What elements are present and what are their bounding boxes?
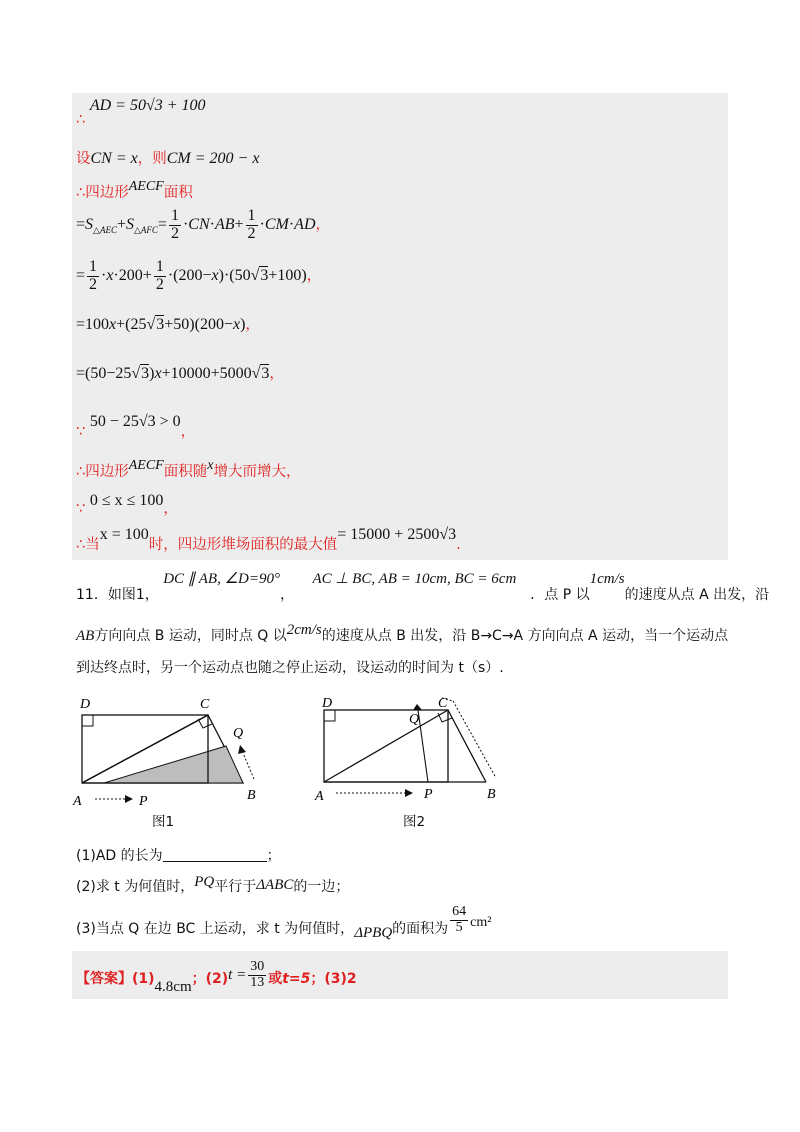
answer-sep-1: ；(2) — [191, 971, 229, 988]
q-text-b: 的速度从点 B 出发，沿 B→C→A 方向向点 A 运动，当一个运动点 — [321, 628, 729, 644]
solution-line-8 — [76, 410, 196, 440]
q-text-a: 方向向点 B 运动，同时点 Q 以 — [94, 628, 287, 644]
increases-word: 增大而增大， — [213, 464, 301, 480]
max-area-value: = 15000 + 2500√3 — [337, 526, 457, 543]
comma: ， — [315, 216, 330, 233]
part-2 — [76, 876, 349, 896]
condition-1: DC ∥ AB, ∠D=90° — [163, 571, 280, 587]
label-p-fig2: P — [424, 787, 433, 802]
comma: ， — [269, 366, 284, 382]
set-word: 设 — [76, 151, 91, 167]
answer-denominator: 13 — [250, 974, 265, 990]
condition-2: AC ⊥ BC, AB = 10cm, BC = 6cm — [312, 571, 517, 587]
question-number: 11．如图1， — [76, 587, 159, 603]
part-1-text: (1)AD 的长为 — [76, 848, 163, 864]
then-word: ，则 — [137, 151, 167, 167]
solution-line-6 — [76, 313, 260, 334]
figure-2-caption: 图2 — [403, 814, 426, 830]
answer-t5: t=5 — [282, 971, 311, 988]
cn-expression: CN = x — [90, 150, 138, 167]
because-symbol: ∵ — [76, 501, 86, 517]
ad-expression: AD = 50√3 + 100 — [89, 97, 206, 114]
comma: ， — [163, 501, 178, 517]
area-fraction — [450, 905, 468, 935]
expanded-formula: =100x+(25√3+50)(200−x) — [76, 316, 246, 333]
answer-t-eq: t = — [228, 967, 247, 984]
because-symbol: ∵ — [76, 424, 86, 440]
period: . — [456, 537, 461, 553]
area-unit: cm² — [470, 915, 492, 930]
label-c-fig1: C — [200, 697, 210, 712]
answer-numerator: 30 — [250, 959, 265, 974]
label-q-fig1: Q — [233, 726, 244, 741]
solution-line-1 — [76, 97, 206, 128]
triangle-abc: ΔABC — [256, 877, 294, 893]
variable-x: x — [207, 458, 214, 473]
quad-name: AECF — [128, 179, 164, 194]
comma: ， — [180, 424, 196, 440]
when-word: ∴当 — [76, 537, 100, 553]
fraction-denominator: 5 — [455, 919, 463, 935]
therefore-symbol: ∴ — [76, 112, 86, 128]
part-2-text: (2)求 t 为何值时， — [76, 879, 195, 895]
label-p-fig1: P — [139, 794, 148, 809]
area-word: 面积 — [163, 185, 193, 201]
speed-q: 2cm/s — [286, 622, 322, 638]
substitution-formula: = $\frac{1}{2}$ ·x·200+ $\frac{1}{2}$ ·(200−x)·(50√3+100) — [76, 258, 307, 293]
point-p-text: ．点 P 以 — [530, 587, 590, 603]
fraction-numerator: 64 — [452, 904, 467, 919]
question-line-3 — [76, 657, 504, 677]
comma: ， — [306, 267, 322, 284]
quadrilateral-word: ∴四边形 — [76, 464, 129, 480]
answer-tag: 【答案】 — [76, 971, 132, 988]
quadrilateral-word: ∴四边形 — [76, 185, 129, 201]
part-2-end: 的一边； — [293, 879, 350, 895]
segment-pq: PQ — [194, 874, 215, 890]
part-3-area-text: 的面积为 — [392, 921, 449, 937]
solution-line-3 — [76, 181, 193, 202]
question-line-1 — [76, 571, 770, 603]
simplified-formula: =(50−25√3)x+10000+5000√3 — [76, 365, 270, 382]
max-area-text: 时，四边形堆场面积的最大值 — [148, 537, 338, 553]
area-with-word: 面积随 — [163, 464, 208, 480]
answer-part-1-value: 4.8cm — [154, 979, 192, 996]
q-text-c: 到达终点时，另一个运动点也随之停止运动，设运动的时间为 t（s）. — [76, 660, 504, 676]
answer-part-3: ；(3)2 — [310, 971, 357, 988]
range-inequality: 0 ≤ x ≤ 100 — [89, 492, 164, 509]
label-d-fig1: D — [80, 697, 91, 712]
part-1 — [76, 845, 281, 865]
comma: ， — [279, 587, 294, 603]
label-c-fig2: C — [438, 696, 448, 711]
part-1-end: ； — [266, 848, 281, 864]
segment-ab: AB — [76, 628, 95, 644]
label-b-fig2: B — [487, 787, 496, 802]
figure-1-caption: 图1 — [152, 814, 175, 830]
solution-line-4 — [76, 208, 330, 243]
solution-line-7 — [76, 362, 284, 383]
label-a-fig2: A — [315, 789, 324, 804]
answer-part-1-label: (1) — [132, 971, 155, 988]
quad-name: AECF — [128, 458, 164, 473]
triangle-pbq: ΔPBQ — [354, 925, 393, 941]
part-3 — [76, 904, 492, 941]
label-a-fig1: A — [73, 794, 82, 809]
solution-line-9 — [76, 460, 300, 481]
solution-line-11 — [76, 523, 461, 553]
coefficient-inequality: 50 − 25√3 > 0 — [89, 413, 181, 430]
label-q-fig2: Q — [409, 712, 420, 727]
x-value: x = 100 — [99, 526, 149, 543]
label-b-fig1: B — [247, 788, 256, 803]
comma: ， — [245, 317, 260, 333]
answer-fraction — [248, 960, 266, 990]
answer-or: 或 — [268, 971, 283, 988]
question-line-2 — [76, 622, 729, 645]
part-2-parallel: 平行于 — [214, 879, 257, 895]
figure-2 — [312, 690, 512, 810]
solution-line-10 — [76, 489, 178, 517]
area-sum-formula: $=S_{\triangle AEC}+S_{\triangle AFC}=$ $\frac{1}{2}$ ·CN·AB+ $\frac{1}{2}$ ·CM·AD — [76, 207, 316, 242]
solution-line-5 — [76, 259, 321, 294]
cm-expression: CM = 200 − x — [166, 150, 260, 167]
answer-blank[interactable] — [163, 861, 267, 862]
p-from-text: 的速度从点 A 出发，沿 — [624, 587, 770, 603]
part-3-text: (3)当点 Q 在边 BC 上运动，求 t 为何值时， — [76, 921, 355, 937]
solution-line-2 — [76, 147, 259, 168]
label-d-fig2: D — [322, 696, 333, 711]
figure-1 — [70, 695, 270, 810]
speed-p: 1cm/s — [589, 571, 625, 587]
answer-line — [76, 959, 357, 996]
